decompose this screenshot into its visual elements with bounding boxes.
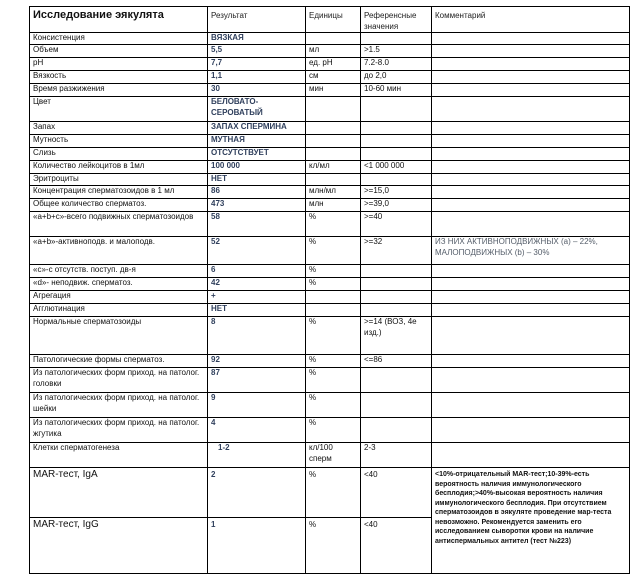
result-value: ОТСУТСТВУЕТ: [208, 148, 306, 161]
reference-value: [361, 393, 432, 418]
units-value: млн: [306, 199, 361, 212]
units-value: %: [306, 355, 361, 368]
units-value: [306, 148, 361, 161]
reference-value: [361, 265, 432, 278]
reference-value: >=14 (ВОЗ, 4е изд.): [361, 317, 432, 355]
result-value: 6: [208, 265, 306, 278]
parameter-name: Из патологических форм приход. на патолог. шейки: [30, 393, 208, 418]
comment-cell: [432, 186, 630, 199]
result-value: 8: [208, 317, 306, 355]
result-value: 42: [208, 278, 306, 291]
result-value: 1,1: [208, 71, 306, 84]
units-value: млн/мл: [306, 186, 361, 199]
units-value: см: [306, 71, 361, 84]
parameter-name: Из патологических форм приход. на патолог. головки: [30, 368, 208, 393]
table-row: [30, 368, 630, 393]
table-row: [30, 199, 630, 212]
comment-cell: [432, 418, 630, 443]
parameter-name: «a+b»-активноподв. и малоподв.: [30, 237, 208, 265]
reference-value: [361, 97, 432, 122]
units-value: %: [306, 237, 361, 265]
result-value: 7,7: [208, 58, 306, 71]
table-row: [30, 122, 630, 135]
comment-cell: [432, 122, 630, 135]
table-row: [30, 291, 630, 304]
table-row: [30, 33, 630, 45]
units-column-header: Единицы: [306, 7, 361, 33]
comment-cell: [432, 443, 630, 468]
comment-cell: [432, 97, 630, 122]
comment-cell: [432, 71, 630, 84]
table-row: [30, 58, 630, 71]
table-row: [30, 97, 630, 122]
units-value: [306, 174, 361, 186]
comment-cell: [432, 45, 630, 58]
result-value: 5,5: [208, 45, 306, 58]
table-row: [30, 317, 630, 355]
units-value: [306, 122, 361, 135]
reference-value: [361, 304, 432, 317]
units-value: %: [306, 418, 361, 443]
result-value: 9: [208, 393, 306, 418]
table-row: [30, 186, 630, 199]
result-value: 4: [208, 418, 306, 443]
table-row: [30, 468, 630, 518]
reference-value: до 2,0: [361, 71, 432, 84]
table-row: [30, 265, 630, 278]
reference-value: <1 000 000: [361, 161, 432, 174]
comment-column-header: Комментарий: [432, 7, 630, 33]
comment-cell: [432, 84, 630, 97]
parameter-name: Эритроциты: [30, 174, 208, 186]
result-value: НЕТ: [208, 304, 306, 317]
reference-value: [361, 278, 432, 291]
comment-cell: [432, 355, 630, 368]
reference-value: >=32: [361, 237, 432, 265]
table-row: [30, 148, 630, 161]
units-value: %: [306, 518, 361, 574]
reference-value: [361, 135, 432, 148]
reference-value: [361, 33, 432, 45]
parameter-name: Объем: [30, 45, 208, 58]
result-value: 100 000: [208, 161, 306, 174]
comment-cell: [432, 368, 630, 393]
table-row: [30, 71, 630, 84]
result-value: 58: [208, 212, 306, 237]
comment-cell: [432, 161, 630, 174]
parameter-name: «d»- неподвиж. сперматоз.: [30, 278, 208, 291]
reference-value: [361, 368, 432, 393]
parameter-name: Клетки сперматогенеза: [30, 443, 208, 468]
mar-test-note: <10%-отрицательный MAR-тест;10-39%-есть вероятность наличия иммунологического бесплодия;>40%-высокая вероятность наличия иммунологического бесплодия. При отсутствием сперматозоидов в эякуляте проведение мар-теста невозможно. Рекомендуется заменить его исследованием сыворотки крови на наличие антиспермальных антител (тест №223): [432, 468, 630, 574]
reference-value: >=40: [361, 212, 432, 237]
units-value: [306, 33, 361, 45]
result-value: 1-2: [208, 443, 306, 468]
result-value: 1: [208, 518, 306, 574]
result-column-header: Результат: [208, 7, 306, 33]
result-value: 86: [208, 186, 306, 199]
parameter-name: pH: [30, 58, 208, 71]
parameter-name: Мутность: [30, 135, 208, 148]
parameter-name: Консистенция: [30, 33, 208, 45]
semen-analysis-table: [29, 6, 630, 574]
parameter-name: Концентрация сперматозоидов в 1 мл: [30, 186, 208, 199]
units-value: [306, 135, 361, 148]
table-row: [30, 161, 630, 174]
parameter-name: Время разжижения: [30, 84, 208, 97]
comment-cell: [432, 135, 630, 148]
table-row: [30, 45, 630, 58]
table-row: [30, 355, 630, 368]
reference-value: [361, 418, 432, 443]
table-row: [30, 174, 630, 186]
result-value: 92: [208, 355, 306, 368]
units-value: %: [306, 212, 361, 237]
parameter-name: «a+b+c»-всего подвижных сперматозоидов: [30, 212, 208, 237]
parameter-name: Слизь: [30, 148, 208, 161]
reference-value: 7.2-8.0: [361, 58, 432, 71]
units-value: кл/мл: [306, 161, 361, 174]
comment-cell: [432, 393, 630, 418]
parameter-name: Вязкость: [30, 71, 208, 84]
result-value: 2: [208, 468, 306, 518]
units-value: %: [306, 278, 361, 291]
comment-cell: [432, 304, 630, 317]
table-title: Исследование эякулята: [30, 7, 208, 33]
result-value: ВЯЗКАЯ: [208, 33, 306, 45]
result-value: +: [208, 291, 306, 304]
comment-cell: [432, 278, 630, 291]
units-value: [306, 97, 361, 122]
comment-cell: [432, 291, 630, 304]
table-row: [30, 443, 630, 468]
parameter-name: MAR-тест, IgA: [30, 468, 208, 518]
comment-cell: [432, 148, 630, 161]
units-value: [306, 291, 361, 304]
comment-cell: ИЗ НИХ АКТИВНОПОДВИЖНЫХ (а) – 22%, МАЛОПОДВИЖНЫХ (b) – 30%: [432, 237, 630, 265]
reference-value: >1.5: [361, 45, 432, 58]
reference-column-header: Референсные значения: [361, 7, 432, 33]
reference-value: >=15,0: [361, 186, 432, 199]
parameter-name: Из патологических форм приход. на патолог. жгутика: [30, 418, 208, 443]
comment-cell: [432, 212, 630, 237]
comment-cell: [432, 33, 630, 45]
units-value: %: [306, 265, 361, 278]
result-value: МУТНАЯ: [208, 135, 306, 148]
parameter-name: Патологические формы сперматоз.: [30, 355, 208, 368]
units-value: %: [306, 393, 361, 418]
parameter-name: MAR-тест, IgG: [30, 518, 208, 574]
table-row: [30, 237, 630, 265]
parameter-name: Нормальные сперматозоиды: [30, 317, 208, 355]
parameter-name: Запах: [30, 122, 208, 135]
units-value: %: [306, 317, 361, 355]
parameter-name: Агрегация: [30, 291, 208, 304]
result-value: 87: [208, 368, 306, 393]
table-row: [30, 278, 630, 291]
reference-value: <=86: [361, 355, 432, 368]
result-value: БЕЛОВАТО-СЕРОВАТЫЙ: [208, 97, 306, 122]
parameter-name: Цвет: [30, 97, 208, 122]
reference-value: [361, 174, 432, 186]
result-value: НЕТ: [208, 174, 306, 186]
units-value: мл: [306, 45, 361, 58]
table-row: [30, 304, 630, 317]
table-row: [30, 418, 630, 443]
result-value: 30: [208, 84, 306, 97]
parameter-name: Общее количество сперматоз.: [30, 199, 208, 212]
reference-value: <40: [361, 518, 432, 574]
reference-value: >=39,0: [361, 199, 432, 212]
table-row: [30, 135, 630, 148]
units-value: [306, 304, 361, 317]
comment-cell: [432, 265, 630, 278]
reference-value: [361, 122, 432, 135]
result-value: 473: [208, 199, 306, 212]
comment-cell: [432, 58, 630, 71]
result-value: ЗАПАХ СПЕРМИНА: [208, 122, 306, 135]
table-header-row: [30, 7, 630, 33]
units-value: %: [306, 368, 361, 393]
parameter-name: «c»-с отсутств. поступ. дв-я: [30, 265, 208, 278]
reference-value: [361, 148, 432, 161]
comment-cell: [432, 317, 630, 355]
units-value: мин: [306, 84, 361, 97]
table-row: [30, 84, 630, 97]
comment-cell: [432, 199, 630, 212]
reference-value: 2-3: [361, 443, 432, 468]
reference-value: [361, 291, 432, 304]
units-value: ед. pH: [306, 58, 361, 71]
units-value: кл/100 сперм: [306, 443, 361, 468]
reference-value: 10-60 мин: [361, 84, 432, 97]
table-row: [30, 212, 630, 237]
parameter-name: Количество лейкоцитов в 1мл: [30, 161, 208, 174]
result-value: 52: [208, 237, 306, 265]
units-value: %: [306, 468, 361, 518]
table-row: [30, 393, 630, 418]
reference-value: <40: [361, 468, 432, 518]
comment-cell: [432, 174, 630, 186]
parameter-name: Агглютинация: [30, 304, 208, 317]
